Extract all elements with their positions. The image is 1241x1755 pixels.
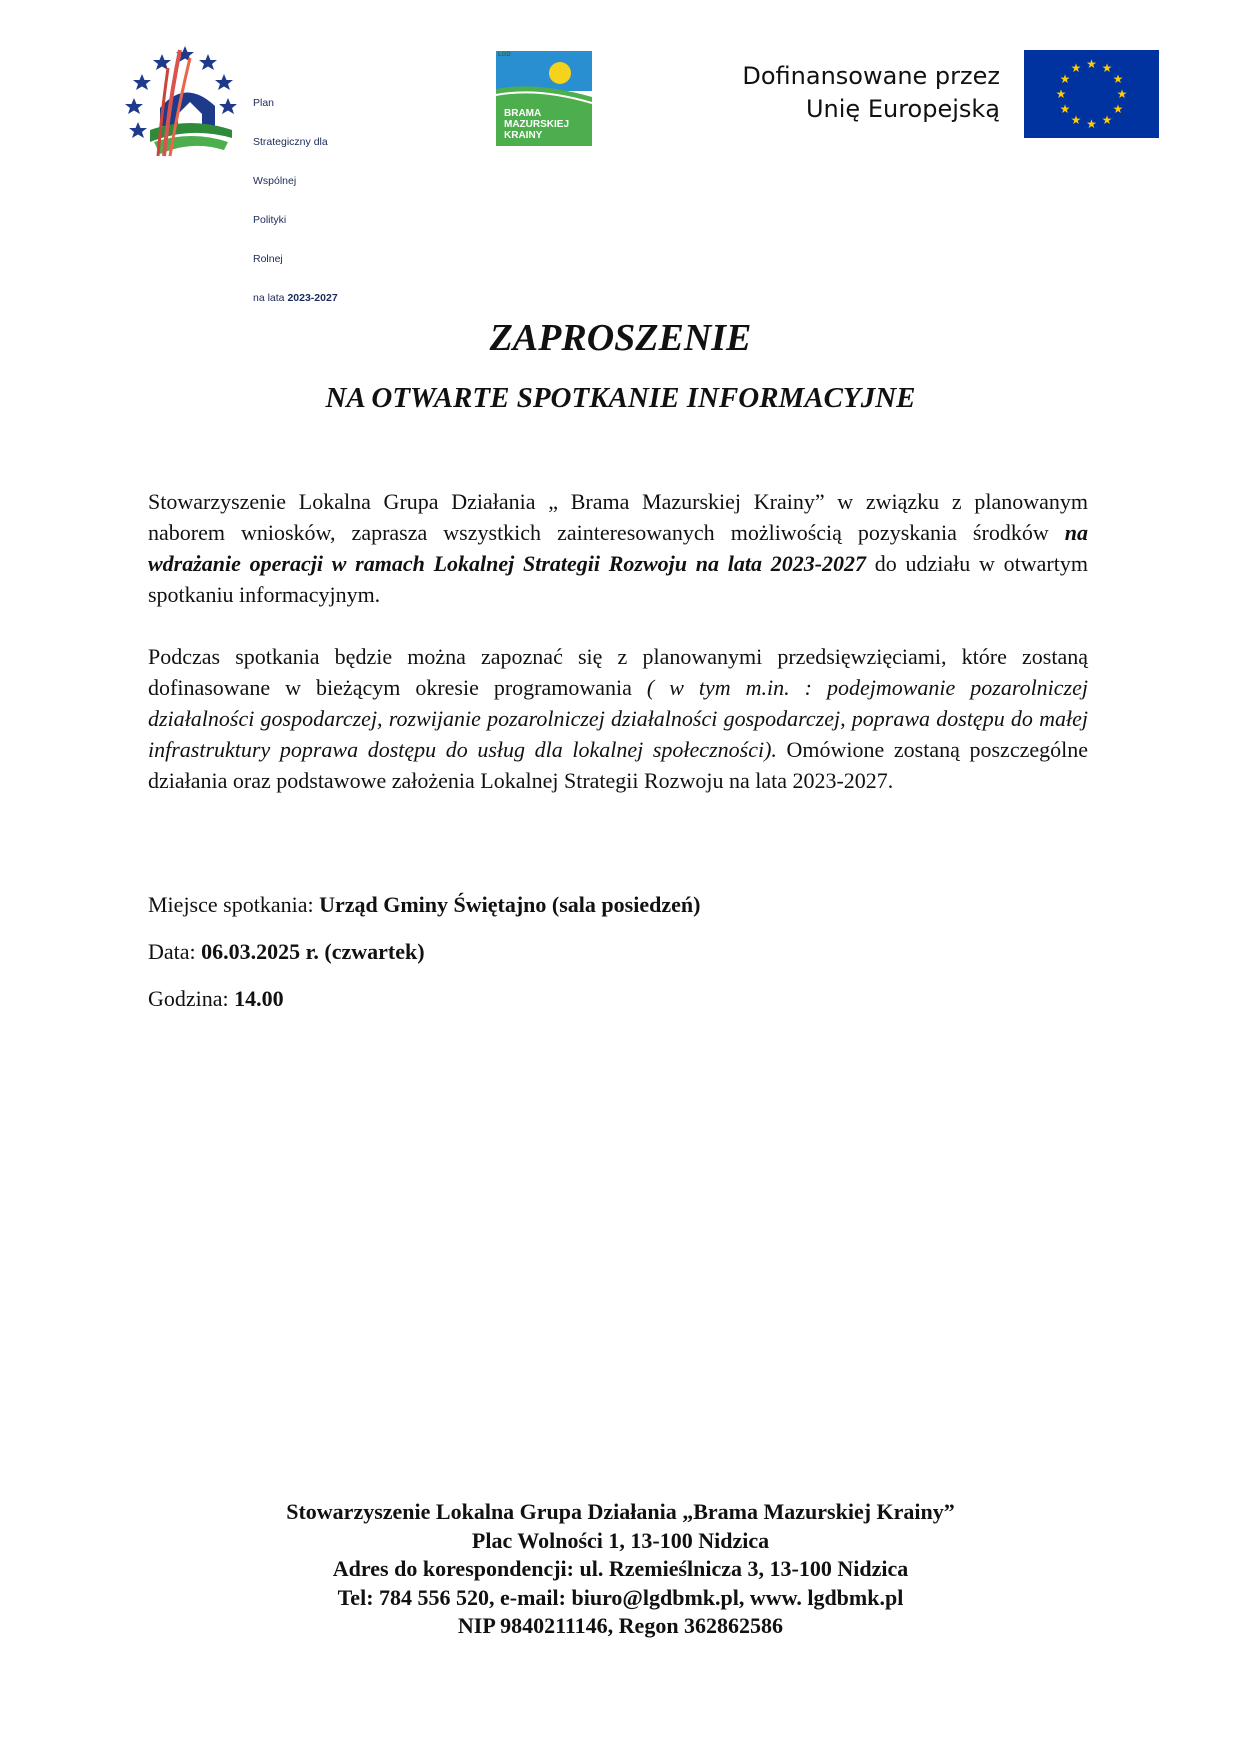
psp-line: Strategiczny dla [253,136,328,148]
footer-address: Plac Wolności 1, 13-100 Nidzica [471,1527,770,1553]
psp-logo [120,38,350,304]
lgd-line: BRAMA [504,108,542,119]
svg-text:★: ★ [1116,87,1128,101]
psp-logo-text [253,71,338,331]
footer-ids: NIP 9840211146, Regon 362862586 [457,1613,784,1638]
meeting-time [148,986,284,1012]
svg-text:★: ★ [1101,61,1113,75]
eu-cofinancing-text [700,60,1000,126]
intro-emphasis: na wdrażanie operacji w ramach Lokalnej Strategii Rozwoju na lata 2023-2027 [148,520,1088,576]
intro-text-a: Stowarzyszenie Lokalna Grupa Działania „ Brama Mazurskiej Krainy” w związku z planowanym naborem wniosków, zaprasza wszystkich zainteresowanych możliwością pozyskania środków [148,489,1088,545]
footer-contact: Tel: 784 556 520, e-mail: biuro@lgdbmk.pl, www. lgdbmk.pl [337,1584,904,1610]
meeting-place [148,892,700,918]
eu-text-line2: Unię Europejską [805,95,1000,123]
svg-text:★: ★ [1086,117,1097,131]
date-value: 06.03.2025 r. (czwartek) [201,939,425,964]
svg-text:★: ★ [1086,57,1097,71]
svg-text:★: ★ [1112,102,1124,116]
svg-text:★: ★ [1055,87,1067,101]
lgd-tag: LGD [498,52,511,58]
page-subtitle: NA OTWARTE SPOTKANIE INFORMACYJNE [325,382,916,414]
ksow-psp-logo-icon [120,38,250,163]
page-title: ZAPROSZENIE [489,317,752,359]
meeting-date [148,939,425,965]
place-label: Miejsce spotkania: [148,892,320,917]
lgd-line: KRAINY [504,130,543,141]
svg-text:★: ★ [1059,102,1071,116]
details-text-a: Podczas spotkania będzie można zapoznać się z planowanymi przedsięwzięciami, które zostaną dofinasowane w bieżącym okresie programowania [148,644,1088,700]
time-label: Godzina: [148,986,235,1011]
svg-text:★: ★ [1112,72,1124,86]
details-paragraph [148,641,1088,796]
details-examples: ( w tym m.in. : podejmowanie pozarolniczej działalności gospodarczej, rozwijanie pozarolniczej działalności gospodarczej, poprawa dostępu do małej infrastruktury poprawa dostępu do usług dla lokalnej społeczności). [148,675,1088,762]
psp-line: Wspólnej [253,175,297,187]
lgd-logo-text [504,108,569,141]
lgd-line: MAZURSKIEJ [504,119,570,130]
time-value: 14.00 [234,986,284,1011]
svg-text:★: ★ [1101,113,1113,127]
psp-years: 2023-2027 [287,292,338,304]
svg-text:★: ★ [1070,113,1082,127]
svg-text:★: ★ [1059,72,1071,86]
details-text-c: Omówione zostaną poszczególne działania oraz podstawowe założenia Lokalnej Strategii Rozwoju na lata 2023-2027. [148,737,1088,793]
psp-line: Plan [253,97,275,109]
psp-line: Rolnej [253,253,283,265]
eu-flag-icon [1024,50,1159,138]
footer [0,1498,1241,1641]
place-value: Urząd Gminy Świętajno (sala posiedzeń) [319,892,701,917]
footer-org: Stowarzyszenie Lokalna Grupa Działania „Brama Mazurskiej Krainy” [286,1499,955,1524]
footer-correspondence: Adres do korespondencji: ul. Rzemieślnicza 3, 13-100 Nidzica [332,1556,909,1581]
eu-text-line1: Dofinansowane przez [742,62,1000,90]
psp-line: Polityki [253,214,287,226]
date-label: Data: [148,939,202,964]
svg-text:★: ★ [1070,61,1082,75]
lgd-logo [496,51,592,146]
intro-text-c: do udziału w otwartym spotkaniu informacyjnym. [148,551,1088,607]
intro-paragraph [148,486,1088,610]
psp-years-prefix: na lata [253,292,288,304]
